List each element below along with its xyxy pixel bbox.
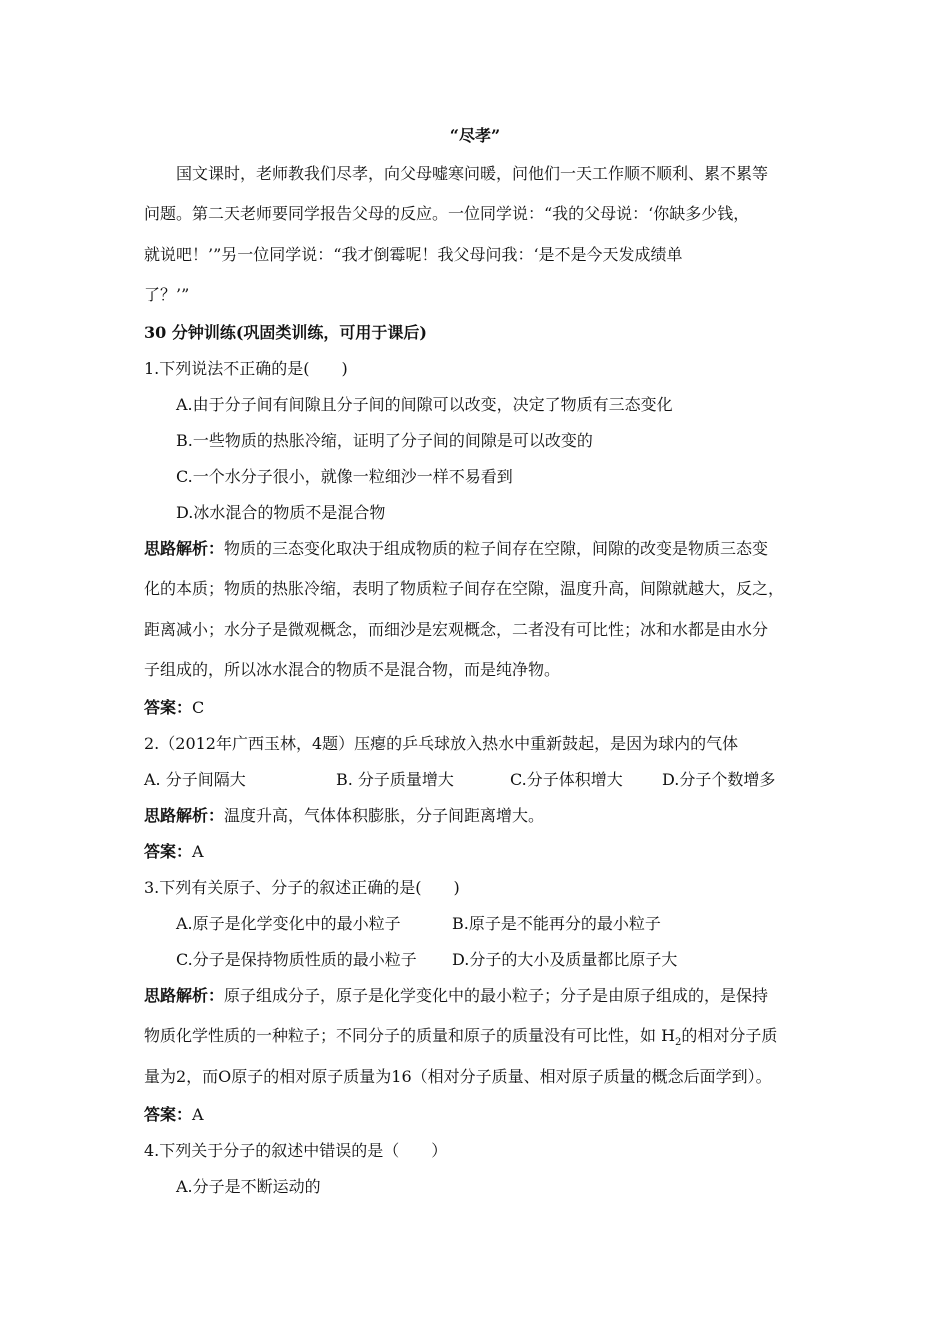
q3-options-row-1 [176, 914, 776, 934]
q1-stem: 1.下列说法不正确的是( ) [144, 359, 348, 378]
q2-answer-label: 答案： [144, 842, 193, 861]
q3-options-row-2 [176, 950, 776, 970]
q2-option-b: B. 分子质量增大 [336, 770, 454, 789]
q3-stem: 3.下列有关原子、分子的叙述正确的是( ) [144, 878, 460, 897]
section-heading: 30 分钟训练(巩固类训练，可用于课后) [144, 323, 427, 342]
story-title: “尽孝” [449, 126, 501, 145]
q2-stem: 2.（2012年广西玉林，4题）压瘪的乒乓球放入热水中重新鼓起，是因为球内的气体 [144, 734, 739, 753]
q2-option-a: A. 分子间隔大 [144, 770, 246, 789]
q1-option-c: C.一个水分子很小，就像一粒细沙一样不易看到 [176, 467, 513, 486]
q2-options-row [144, 770, 844, 790]
q1-answer-label: 答案： [144, 698, 193, 717]
q1-analysis-line-4: 子组成的，所以冰水混合的物质不是混合物，而是纯净物。 [144, 660, 561, 679]
q2-option-d: D.分子个数增多 [662, 770, 776, 789]
q3-answer-value: A [192, 1105, 204, 1124]
story-line-1: 国文课时，老师教我们尽孝，向父母嘘寒问暖，问他们一天工作顺不顺利、累不累等 [176, 164, 769, 183]
q1-option-d: D.冰水混合的物质不是混合物 [176, 503, 386, 522]
q1-analysis-line-1 [144, 539, 768, 559]
q2-option-c: C.分子体积增大 [510, 770, 623, 789]
q2-analysis-label: 思路解析： [144, 806, 225, 825]
q4-option-a: A.分子是不断运动的 [176, 1177, 321, 1196]
q2-answer [144, 842, 204, 862]
story-line-2: 问题。第二天老师要同学报告父母的反应。一位同学说：“我的父母说：‘你缺多少钱， [144, 204, 750, 223]
q3-analysis-line-3: 量为2，而O原子的相对原子质量为16（相对分子质量、相对原子质量的概念后面学到）。 [144, 1067, 772, 1086]
q3-analysis-label: 思路解析： [144, 986, 225, 1005]
q3-option-c: C.分子是保持物质性质的最小粒子 [176, 950, 417, 969]
q3-answer-label: 答案： [144, 1105, 193, 1124]
q1-answer-value: C [192, 698, 205, 717]
q1-option-a: A.由于分子间有间隙且分子间的间隙可以改变，决定了物质有三态变化 [176, 395, 673, 414]
q2-analysis-text: 温度升高，气体体积膨胀，分子间距离增大。 [224, 806, 545, 825]
q3-analysis-line-2 [144, 1026, 777, 1053]
q1-option-b: B.一些物质的热胀冷缩，证明了分子间的间隙是可以改变的 [176, 431, 593, 450]
q3-option-a: A.原子是化学变化中的最小粒子 [176, 914, 401, 933]
q1-answer [144, 698, 204, 718]
q3-analysis-text-2b: 的相对分子质 [681, 1026, 778, 1045]
q1-analysis-line-2: 化的本质；物质的热胀冷缩，表明了物质粒子间存在空隙，温度升高，间隙就越大，反之， [144, 579, 785, 598]
q3-h2-subscript: 2 [675, 1037, 682, 1049]
q1-analysis-label: 思路解析： [144, 539, 225, 558]
q3-answer [144, 1105, 204, 1125]
q3-analysis-line-1 [144, 986, 768, 1006]
q4-stem: 4.下列关于分子的叙述中错误的是（ ） [144, 1141, 448, 1160]
story-line-3: 就说吧！’”另一位同学说：“我才倒霉呢！我父母问我：‘是不是今天发成绩单 [144, 245, 683, 264]
q3-analysis-text-2a: 物质化学性质的一种粒子；不同分子的质量和原子的质量没有可比性，如 H [144, 1026, 676, 1045]
q3-option-b: B.原子是不能再分的最小粒子 [452, 914, 661, 933]
q1-analysis-text-1: 物质的三态变化取决于组成物质的粒子间存在空隙，间隙的改变是物质三态变 [224, 539, 769, 558]
story-line-4: 了？’” [144, 285, 190, 304]
q3-analysis-text-1: 原子组成分子，原子是化学变化中的最小粒子；分子是由原子组成的，是保持 [224, 986, 769, 1005]
q2-analysis [144, 806, 544, 826]
q3-option-d: D.分子的大小及质量都比原子大 [452, 950, 678, 969]
q2-answer-value: A [192, 842, 204, 861]
q1-analysis-line-3: 距离减小；水分子是微观概念，而细沙是宏观概念，二者没有可比性；冰和水都是由水分 [144, 620, 769, 639]
